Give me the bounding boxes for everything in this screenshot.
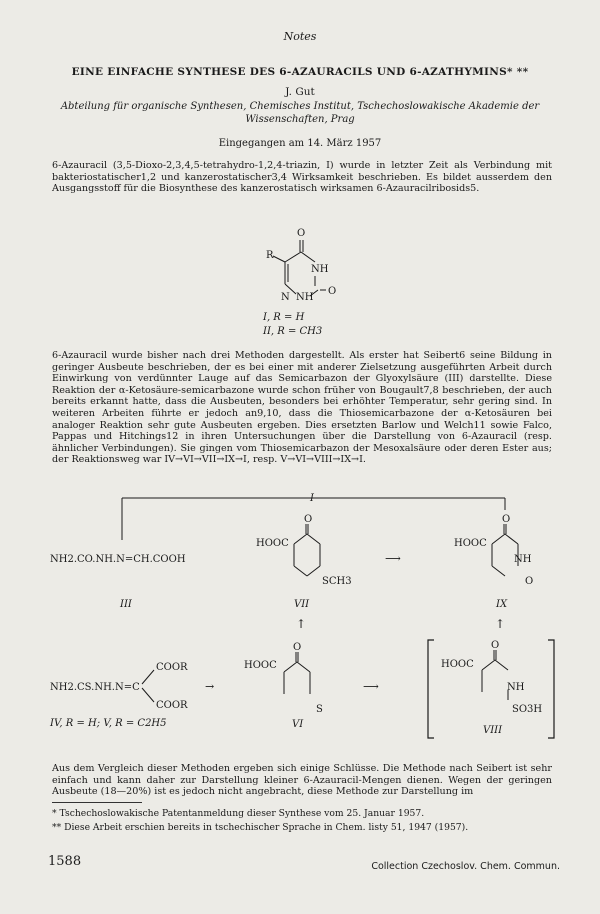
- structure-IX-nh: NH: [514, 554, 532, 565]
- label-VIII: VIII: [483, 725, 503, 736]
- label-compound-II: II, R = CH3: [263, 326, 323, 337]
- label-IX: IX: [496, 599, 508, 610]
- brackets-VIII: [428, 640, 554, 738]
- arrow-label-I: I: [310, 493, 314, 504]
- structure-VII-hooc: HOOC: [256, 538, 289, 549]
- formula-IV: NH2.CS.NH.N=C: [50, 682, 140, 693]
- arrow-IV-VI: →: [205, 680, 215, 693]
- footnote-rule: [52, 802, 142, 803]
- arrow-VI-VIII: ⟶: [363, 680, 379, 693]
- formula-coor-2: COOR: [156, 700, 188, 711]
- structure-VI-o: O: [293, 642, 302, 653]
- paragraph-3: Aus dem Vergleich dieser Methoden ergeben sich einige Schlüsse. Die Methode nach Seibert ist sehr einfach und kann daher zur Darstellung kleiner 6-Azauracil-Mengen dienen. Wegen der geringen Ausbeute (18—20%) ist es jedoch nicht angebracht, diese Methode zur Darstellung im: [52, 763, 552, 798]
- running-header: Notes: [283, 30, 317, 43]
- paragraph-1: 6-Azauracil (3,5-Dioxo-2,3,4,5-tetrahydro-1,2,4-triazin, I) wurde in letzter Zeit als Verbindung mit bakteriostatischer1,2 und kanzerostatischer3,4 Wirksamkeit beschrieben. Es bildet ausserdem den Ausgangsstoff für die Biosynthese des kanzerostatisch wirksamen 6-Azauracilribosids5.: [52, 160, 552, 195]
- arrow-to-I: [122, 498, 505, 540]
- structure-VIII-o: O: [491, 640, 500, 651]
- label-VII: VII: [294, 599, 310, 610]
- structure-VIII: [482, 650, 508, 700]
- structure-IX: [492, 524, 518, 576]
- author: J. Gut: [285, 86, 315, 98]
- label-compound-I: I, R = H: [263, 312, 305, 323]
- structure-VIII-nh: NH: [507, 682, 525, 693]
- label-VI: VI: [292, 719, 304, 730]
- paragraph-2: 6-Azauracil wurde bisher nach drei Methoden dargestellt. Als erster hat Seibert6 seine Bildung in geringer Ausbeute beschrieben, der es bei einer mit anderer Zielsetzung ausgeführten Arbeit durch Einwirkung von verdünnter Lauge auf das Semicarbazon der Glyoxylsäure (III) darstellte. Diese Reaktion der α-Ketosäure-semicarbazone wurde schon früher von Bougault7,8 beschrieben, der auch bereits erkannt hatte, dass die Ausbeuten, besonders bei erhöhter Temperatur, sehr gering sind. In weiteren Arbeiten führte er jedoch an9,10, dass die Thiosemicarbazone der α-Ketosäuren bei analoger Reaktion sehr gute Ausbeuten ergeben. Dies ersetzten Barlow und Welch11 sowie Falco, Pappas und Hitchings12 in ihren Untersuchungen über die Darstellung von 6-Azauracil (resp. ähnlicher Verbindungen). Sie gingen vom Thiosemicarbazon der Mesoxalsäure oder deren Ester aus; der Reaktionsweg war IV→VI→VII→IX→I, resp. V→VI→VIII→IX→I.: [52, 350, 552, 466]
- footnote-1: * Tschechoslowakische Patentanmeldung dieser Synthese vom 25. Januar 1957.: [52, 808, 425, 819]
- structure-nh: NH: [311, 264, 329, 275]
- structure-VI-s: S: [316, 704, 323, 715]
- structure-n: N: [281, 292, 290, 303]
- arrow-VII-IX: ⟶: [385, 552, 401, 565]
- structure-VII: [294, 524, 320, 576]
- affiliation: Abteilung für organische Synthesen, Chemisches Institut, Tschechoslowakische Akademie der Wissenschaften, Prag: [60, 101, 540, 125]
- structure-VII-sch3: SCH3: [322, 576, 352, 587]
- formula-coor-1: COOR: [156, 662, 188, 673]
- journal-name: Collection Czechoslov. Chem. Commun.: [371, 861, 560, 872]
- page-number: 1588: [48, 854, 82, 869]
- structure-IX-o: O: [502, 514, 511, 525]
- structure-VIII-hooc: HOOC: [441, 659, 474, 670]
- structure-VII-o: O: [304, 514, 313, 525]
- structure-o-2: O: [328, 286, 337, 297]
- structure-IX-hooc: HOOC: [454, 538, 487, 549]
- structure-nh-2: NH: [296, 292, 314, 303]
- arrow-VI-VII: ↑: [296, 617, 307, 631]
- structure-r: R: [266, 250, 274, 261]
- structure-VIII-so3h: SO3H: [512, 704, 543, 715]
- label-III: III: [120, 599, 132, 610]
- structure-VI-hooc: HOOC: [244, 660, 277, 671]
- structure-VI: [284, 652, 310, 694]
- label-IV-V: IV, R = H; V, R = C2H5: [50, 718, 167, 729]
- structure-IX-o2: O: [525, 576, 534, 587]
- arrow-VIII-IX: ↑: [495, 617, 506, 631]
- formula-III: NH2.CO.NH.N=CH.COOH: [50, 554, 186, 565]
- structure-IV-bonds: [142, 670, 154, 702]
- structure-top-o: O: [297, 228, 306, 239]
- footnote-2: ** Diese Arbeit erschien bereits in tschechischer Sprache in Chem. listy 51, 1947 (1957).: [52, 822, 469, 833]
- received-date: Eingegangen am 14. März 1957: [218, 138, 382, 149]
- article-title: EINE EINFACHE SYNTHESE DES 6-AZAURACILS UND 6-AZATHYMINS* **: [71, 66, 529, 78]
